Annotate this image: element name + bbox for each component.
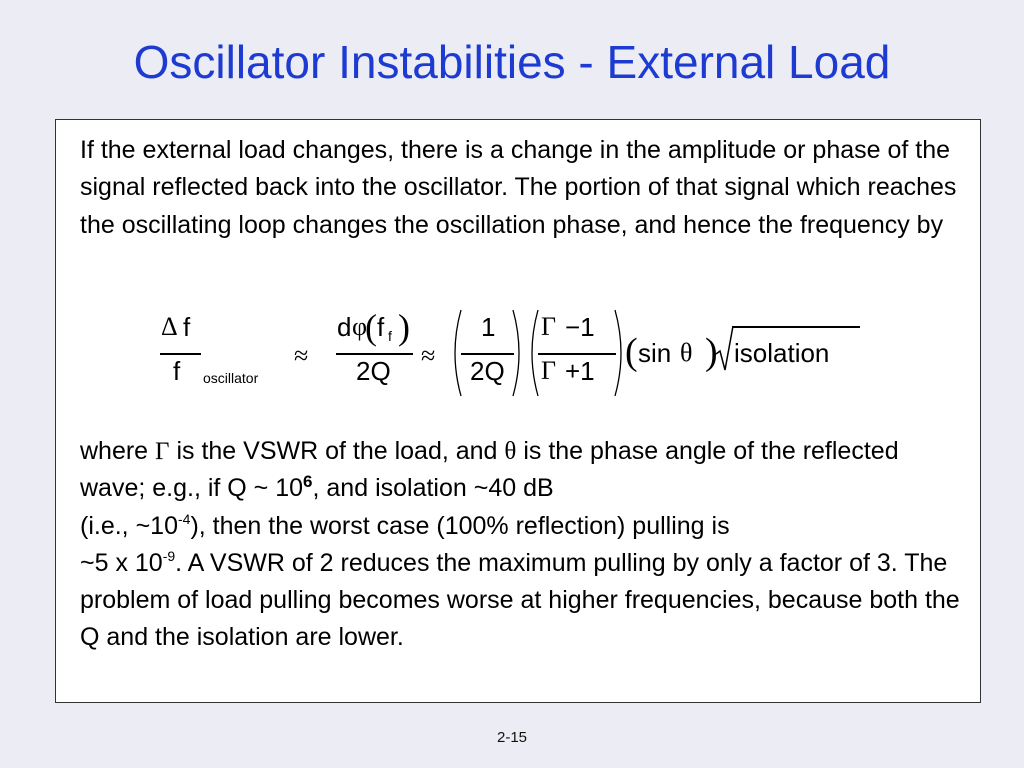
term1-subscript: f	[388, 328, 392, 344]
lhs-subscript: oscillator	[203, 370, 259, 386]
content-box	[55, 119, 981, 703]
term1-d: d	[337, 312, 352, 342]
term1-open-paren: (	[365, 307, 377, 347]
term1-denominator: 2Q	[356, 356, 391, 386]
lhs-delta-symbol: Δ	[161, 312, 178, 341]
explanation-paragraph	[80, 433, 970, 657]
theta-symbol: θ	[680, 338, 693, 367]
text-worst-case: ), then the worst case (100% reflection) pulling is	[190, 511, 730, 540]
term2-denominator: 2Q	[470, 356, 505, 386]
slide-title: Oscillator Instabilities - External Load	[133, 36, 891, 88]
lhs-numerator-f: f	[183, 312, 191, 342]
approx-sign-2: ≈	[421, 341, 436, 370]
sin-open-paren: (	[625, 331, 638, 373]
text-phase-angle: is the phase angle of the reflected wave; e.g., if Q ~ 10	[80, 437, 899, 503]
intro-paragraph: If the external load changes, there is a change in the amplitude or phase of the signal reflected back into the oscillator. The portion of that signal which reaches the oscillating loop changes the oscillation phase, and hence the frequency by	[80, 136, 957, 239]
sqrt-sign	[714, 324, 734, 374]
isolation-exponent: -4	[177, 510, 191, 527]
phi-symbol: φ	[352, 312, 368, 341]
term3-den-rest: +1	[565, 356, 595, 386]
sqrt-argument: isolation	[734, 338, 830, 368]
lhs-denominator-f: f	[173, 356, 181, 386]
term3-den-gamma: Γ	[541, 356, 557, 385]
text-where: where	[80, 437, 156, 465]
approx-sign-1: ≈	[294, 341, 309, 370]
theta-symbol-inline: θ	[504, 438, 517, 465]
term1-f: f	[377, 312, 385, 342]
text-conclusion: . A VSWR of 2 reduces the maximum pulling by only a factor of 3. The problem of load pulling becomes worse at higher frequencies, because both the Q and the isolation are lower.	[80, 548, 960, 652]
lhs-fraction-bar	[160, 353, 201, 355]
page-number: 2-15	[496, 729, 528, 746]
text-ie: (i.e., ~10	[80, 511, 178, 540]
sin-text: sin	[638, 338, 672, 368]
text-vswr: is the VSWR of the load, and	[169, 437, 505, 465]
pulling-exponent: -9	[162, 547, 176, 564]
term1-close-paren: )	[398, 307, 410, 347]
q-exponent: 6	[303, 472, 313, 492]
term3-num-rest: −1	[565, 312, 595, 342]
pulling-equation	[156, 308, 876, 398]
term1-fraction-bar	[336, 353, 413, 355]
term2-numerator: 1	[481, 312, 496, 342]
text-pulling-value: ~5 x 10	[80, 548, 163, 577]
sqrt-vinculum	[732, 326, 860, 328]
term3-num-gamma: Γ	[541, 312, 557, 341]
text-isolation: , and isolation ~40 dB	[312, 474, 554, 503]
term3-fraction-bar	[538, 353, 616, 355]
term2-fraction-bar	[461, 353, 514, 355]
gamma-symbol: Γ	[155, 438, 170, 465]
sin-close-paren: )	[705, 331, 718, 373]
